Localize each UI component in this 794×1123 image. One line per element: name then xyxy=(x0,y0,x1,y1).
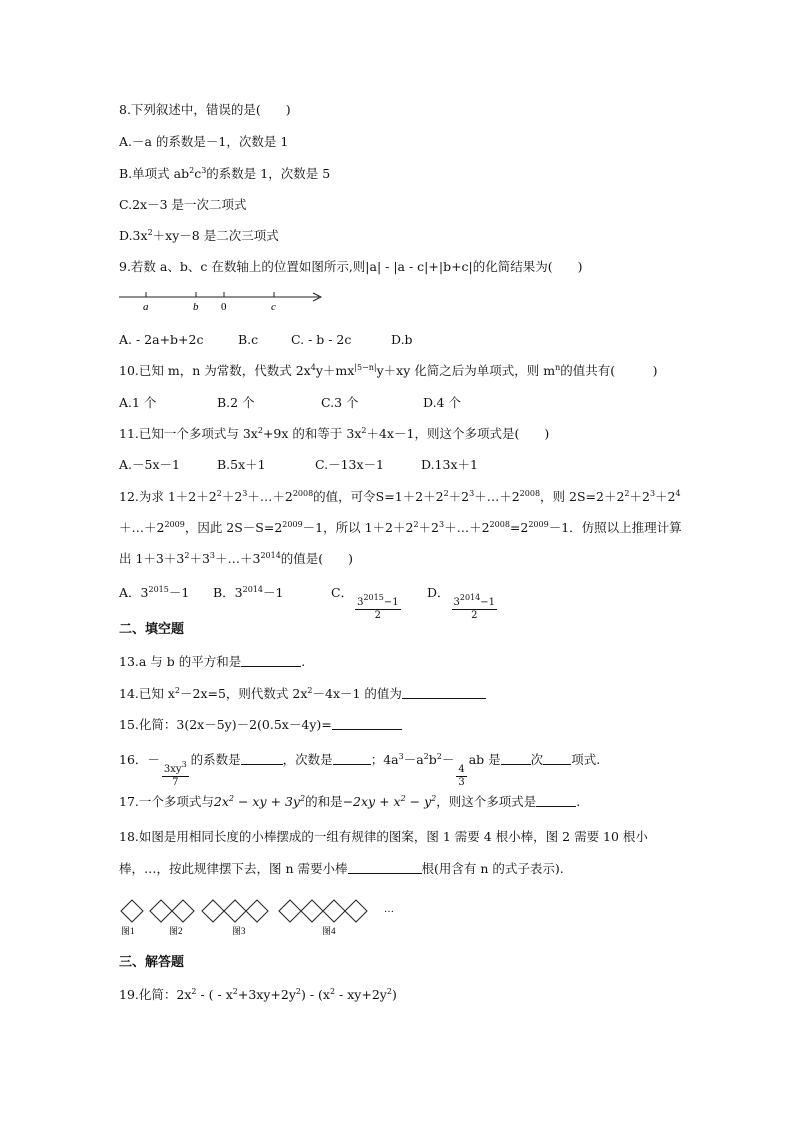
q8-option-d: $D.3x^2+xy-8$ 是二次三项式 xyxy=(119,228,279,243)
q14: 14.已知 $x^2-2x=5$，则代数式 $2x^2-4x-1$ 的值为 xyxy=(119,686,486,702)
q13: 13.a 与 b 的平方和是 . xyxy=(119,654,306,669)
q8-option-b: B.单项式 $ab^2c^3$的系数是 1，次数是 5 xyxy=(119,166,331,181)
q17: 17.一个多项式与$2x^2$ − xy + $3y^2$的和是$-2xy + x^2 - y^2$，则这个多项式是 . xyxy=(119,794,581,809)
label-b: b xyxy=(193,301,199,313)
q8-stem: 8.下列叙述中，错误的是( ) xyxy=(119,102,291,117)
q12-options: A．$3^{2015}-1$ B．$3^{2014}-1$ C． $\frac{3^{2015}-1}{2}$ D． $\frac{3^{2014}-1}{2}$ xyxy=(119,585,496,621)
q11-options: A.－5x－1 B.5x＋1 C.－13x－1 D.13x＋1 xyxy=(119,457,478,472)
q12-line-2: $+\dots+2^{2009}$，因此 $2S-S=2^{2009}-1$，所以 $1+2+2^2+2^3+\dots+2^{2008}=2^{2009}-1$．仿照以上推理计算 xyxy=(119,520,682,535)
q18-line-1: 18.如图是用相同长度的小棒摆成的一组有规律的图案，图 1 需要 4 根小棒，图 2 需要 10 根小 xyxy=(119,829,648,844)
label-a: a xyxy=(143,301,149,313)
fig-label-2: 图2 xyxy=(169,926,183,936)
label-c: c xyxy=(271,301,276,313)
q18-line-2: 棒，…，按此规律摆下去，图 n 需要小棒 根(用含有 n 的式子表示). xyxy=(119,861,564,876)
q16: 16．－ $\frac{3xy^3}{7}$ 的系数是 ，次数是 ；$4a^3-a^2b^2-$ $\frac{4}{3}$ ab 是 次 项式. xyxy=(119,752,601,788)
q9-options: A. - 2a+b+2c B.c C. - b - 2c D.b xyxy=(119,332,413,347)
fig-label-3: 图3 xyxy=(232,926,246,936)
q10-options: A.1 个 B.2 个 C.3 个 D.4 个 xyxy=(119,395,461,410)
q11-stem: 11.已知一个多项式与 $3x^2+9x$ 的和等于 $3x^2+4x-1$，则这个多项式是( ) xyxy=(119,426,550,441)
q12-line-3: 出 $1+3+3^2+3^3+\dots+3^{2014}$的值是( ) xyxy=(119,551,354,566)
q8-option-a: A.－a 的系数是－1，次数是 1 xyxy=(119,134,289,149)
section-fill-blank-title: 二、填空题 xyxy=(119,622,185,637)
q19: 19.化简：$2x^2$ - ( - $x^2+3xy+2y^2) - (x^2 - xy+2y^2)$ xyxy=(119,987,397,1002)
q9-stem: 9.若数 a、b、c 在数轴上的位置如图所示,则|a| - |a - c|+|b+c|的化简结果为( ) xyxy=(119,259,583,274)
label-zero: 0 xyxy=(221,301,227,313)
number-line-figure xyxy=(119,288,329,314)
ellipsis: … xyxy=(384,904,394,915)
q10-stem: 10.已知 m，n 为常数，代数式 $2x^4y+mx^{|5-n|}y+xy$ 化简之后为单项式，则 $m^n$的值共有( ) xyxy=(119,363,658,378)
q15: 15.化简：3(2x－5y)－2(0.5x－4y)= xyxy=(119,717,402,733)
section-solve-title: 三、解答题 xyxy=(119,955,185,970)
q8-option-c: C.2x－3 是一次二项式 xyxy=(119,197,247,212)
matchstick-pattern-figure xyxy=(119,892,404,936)
q12-line-1: 12.为求 $1+2+2^2+2^3+\dots+2^{2008}$的值，可令$S=1+2+2^2+2^3+\dots+2^{2008}$，则 $2S=2+2^2+2^3+2^4$ xyxy=(119,489,681,504)
fig-label-4: 图4 xyxy=(322,926,336,936)
fig-label-1: 图1 xyxy=(121,926,135,936)
